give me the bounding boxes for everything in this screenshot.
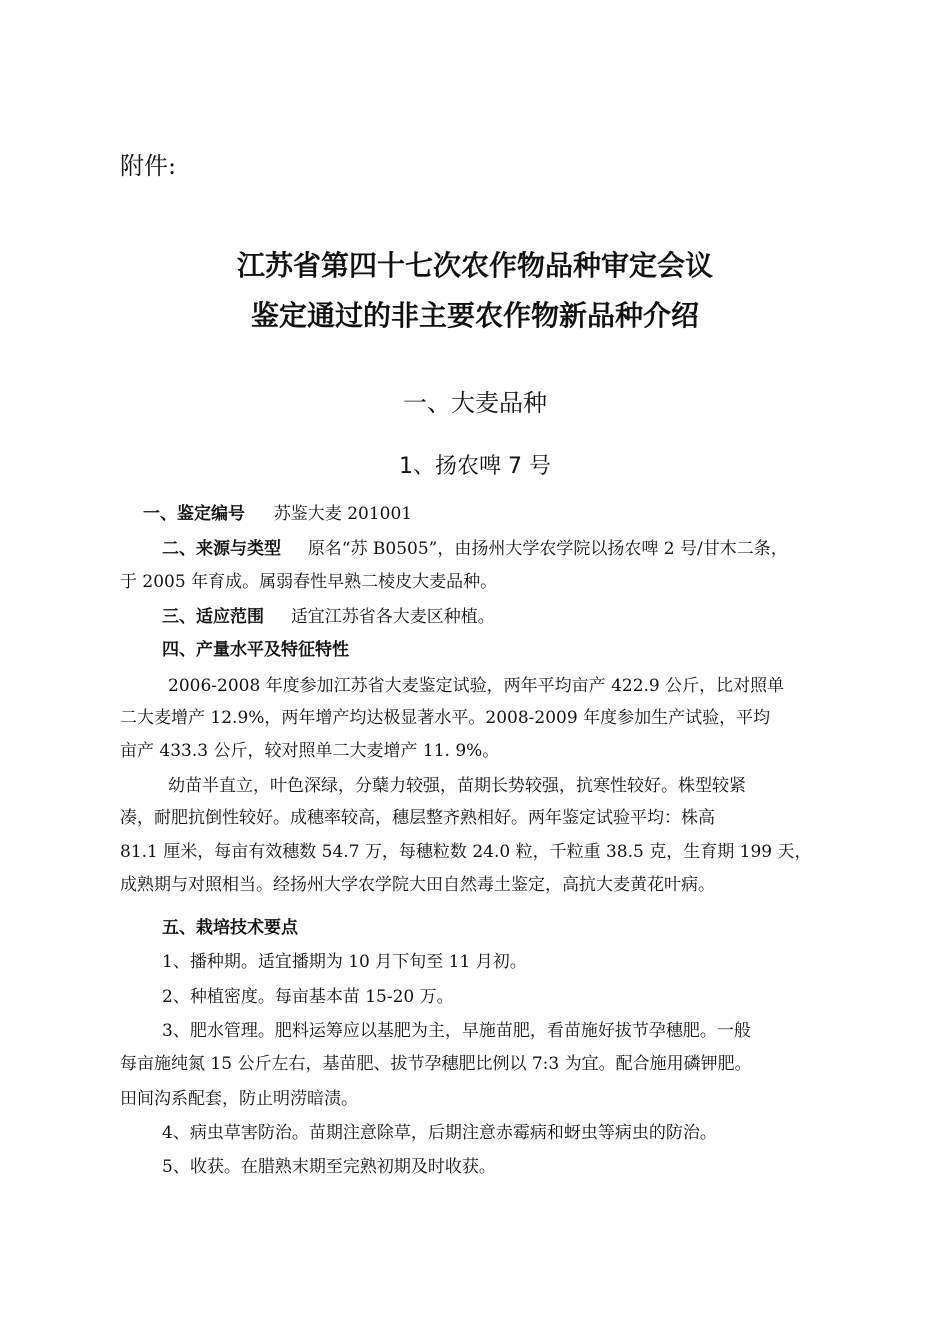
yield-para1-line3: 亩产 433.3 公斤，较对照单二大麦增产 11. 9%。 bbox=[120, 741, 500, 761]
section-heading: 一、大麦品种 bbox=[403, 389, 547, 417]
variety-heading: 1、扬农啤 7 号 bbox=[399, 454, 551, 479]
document-title-line1: 江苏省第四十七次农作物品种审定会议 bbox=[236, 249, 713, 282]
yield-para2-line3: 81.1 厘米，每亩有效穗数 54.7 万，每穗粒数 24.0 粒，千粒重 38.5 克，生育期 199 天， bbox=[120, 842, 812, 862]
source-text-line2: 于 2005 年育成。属弱春性早熟二棱皮大麦品种。 bbox=[120, 572, 498, 592]
tech-item-3-line3: 田间沟系配套，防止明涝暗渍。 bbox=[120, 1089, 358, 1109]
tech-item-3-line1: 3、肥水管理。肥料运筹应以基肥为主，早施苗肥，看苗施好拔节孕穗肥。一般 bbox=[162, 1021, 751, 1041]
tech-item-3-line2: 每亩施纯氮 15 公斤左右，基苗肥、拔节孕穗肥比例以 7:3 为宜。配合施用磷钾肥。 bbox=[120, 1054, 752, 1074]
range-line bbox=[162, 605, 495, 629]
tech-item-2: 2、种植密度。每亩基本苗 15-20 万。 bbox=[162, 987, 454, 1007]
approval-value: 苏鉴大麦 201001 bbox=[273, 504, 413, 524]
approval-line bbox=[143, 502, 412, 526]
tech-item-5: 5、收获。在腊熟末期至完熟初期及时收获。 bbox=[162, 1157, 496, 1177]
document-title-line2: 鉴定通过的非主要农作物新品种介绍 bbox=[250, 299, 699, 332]
yield-para2-line2: 凑，耐肥抗倒性较好。成穗率较高，穗层整齐熟相好。两年鉴定试验平均：株高 bbox=[120, 808, 715, 828]
range-value: 适宜江苏省各大麦区种植。 bbox=[290, 607, 495, 627]
tech-label: 五、栽培技术要点 bbox=[162, 918, 298, 938]
yield-para1-line1: 2006-2008 年度参加江苏省大麦鉴定试验，两年平均亩产 422.9 公斤，比对照单 bbox=[168, 676, 785, 696]
attachment-label: 附件: bbox=[120, 152, 177, 180]
yield-para2-line1: 幼苗半直立，叶色深绿，分蘖力较强，苗期长势较强，抗寒性较好。株型较紧 bbox=[168, 776, 746, 796]
tech-item-4: 4、病虫草害防治。苗期注意除草，后期注意赤霉病和蚜虫等病虫的防治。 bbox=[162, 1123, 717, 1143]
yield-para1-line2: 二大麦增产 12.9%，两年增产均达极显著水平。2008-2009 年度参加生产试验，平均 bbox=[120, 708, 771, 728]
source-label: 二、来源与类型 bbox=[162, 539, 281, 559]
range-label: 三、适应范围 bbox=[162, 607, 264, 627]
yield-label: 四、产量水平及特征特性 bbox=[162, 640, 349, 660]
approval-label: 一、鉴定编号 bbox=[143, 504, 245, 524]
tech-item-1: 1、播种期。适宜播期为 10 月下旬至 11 月初。 bbox=[162, 952, 527, 972]
source-line bbox=[162, 537, 788, 561]
source-text-line1: 原名“苏 B0505”，由扬州大学农学院以扬农啤 2 号/甘木二条， bbox=[307, 539, 788, 559]
yield-para2-line4: 成熟期与对照相当。经扬州大学农学院大田自然毒土鉴定，高抗大麦黄花叶病。 bbox=[120, 875, 715, 895]
